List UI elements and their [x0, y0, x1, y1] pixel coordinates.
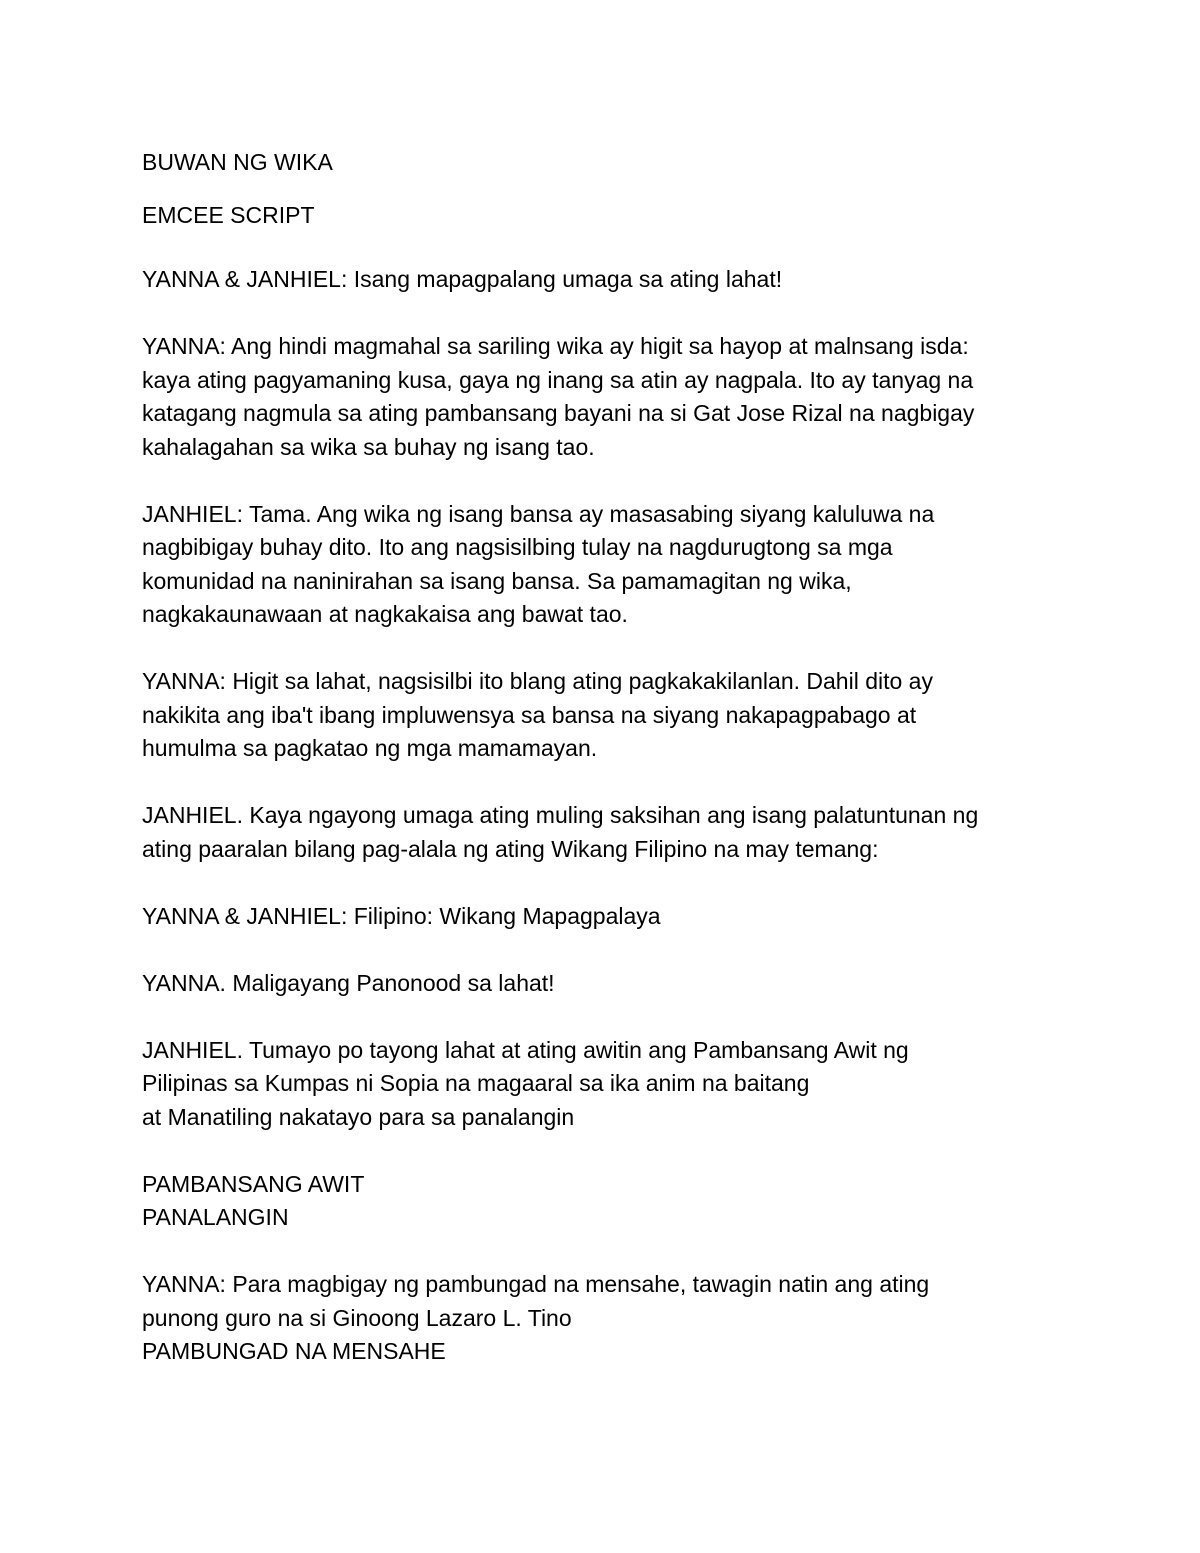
text-line: nakikita ang iba't ibang impluwensya sa bansa na siyang nakapagpabago at	[142, 701, 917, 728]
text-line: JANHIEL: Tama. Ang wika ng isang bansa ay masasabing siyang kaluluwa na	[142, 500, 935, 527]
text-line: nagbibigay buhay dito. Ito ang nagsisilbing tulay na nagdurugtong sa mga	[142, 534, 893, 560]
text-line: PAMBUNGAD NA MENSAHE	[142, 1338, 446, 1364]
text-line: nagkakaunawaan at nagkakaisa ang bawat tao.	[142, 601, 628, 627]
text-line: at Manatiling nakatayo para sa panalangin	[142, 1103, 575, 1130]
text-line: ating paaralan bilang pag-alala ng ating Wikang Filipino na may temang:	[142, 835, 879, 862]
paragraph-janhiel-kaya	[142, 799, 1042, 866]
text-line: YANNA & JANHIEL: Isang mapagpalang umaga sa ating lahat!	[142, 266, 783, 292]
paragraph-program-items	[142, 1168, 1042, 1235]
text-line: YANNA. Maligayang Panonood sa lahat!	[142, 969, 555, 996]
paragraph-janhiel-tumayo	[142, 1034, 1042, 1135]
text-line: YANNA: Para magbigay ng pambungad na mensahe, tawagin natin ang ating	[142, 1271, 930, 1297]
paragraph-yanna-maligayang	[142, 967, 1042, 1001]
text-line: PANALANGIN	[142, 1204, 289, 1230]
document-body	[142, 146, 1042, 1402]
text-line: YANNA: Ang hindi magmahal sa sariling wika ay higit sa hayop at malnsang isda:	[142, 333, 969, 359]
paragraph-greeting	[142, 263, 1042, 297]
paragraph-yanna-higit	[142, 665, 1042, 766]
paragraph-janhiel-tama	[142, 498, 1042, 632]
text-line: YANNA & JANHIEL: Filipino: Wikang Mapagpalaya	[142, 902, 661, 929]
paragraph-yanna-rizal	[142, 330, 1042, 464]
text-line: PAMBANSANG AWIT	[142, 1170, 365, 1197]
text-line: punong guro na si Ginoong Lazaro L. Tino	[142, 1304, 572, 1331]
text-line: kaya ating pagyamaning kusa, gaya ng inang sa atin ay nagpala. Ito ay tanyag na	[142, 366, 974, 393]
document-title: BUWAN NG WIKA	[142, 149, 333, 175]
text-line: humulma sa pagkatao ng mga mamamayan.	[142, 735, 598, 761]
paragraph-yanna-pambungad	[142, 1268, 1042, 1369]
text-line: kahalagahan sa wika sa buhay ng isang tao.	[142, 433, 595, 460]
text-line: Pilipinas sa Kumpas ni Sopia na magaaral sa ika anim na baitang	[142, 1070, 810, 1096]
text-line: YANNA: Higit sa lahat, nagsisilbi ito blang ating pagkakakilanlan. Dahil dito ay	[142, 668, 933, 694]
text-line: JANHIEL. Kaya ngayong umaga ating muling saksihan ang isang palatuntunan ng	[142, 802, 979, 828]
text-line: JANHIEL. Tumayo po tayong lahat at ating awitin ang Pambansang Awit ng	[142, 1036, 909, 1063]
text-line: katagang nagmula sa ating pambansang bayani na si Gat Jose Rizal na nagbigay	[142, 400, 975, 426]
text-line: komunidad na naninirahan sa isang bansa. Sa pamamagitan ng wika,	[142, 567, 852, 594]
document-subtitle: EMCEE SCRIPT	[142, 201, 315, 228]
paragraph-theme	[142, 900, 1042, 934]
